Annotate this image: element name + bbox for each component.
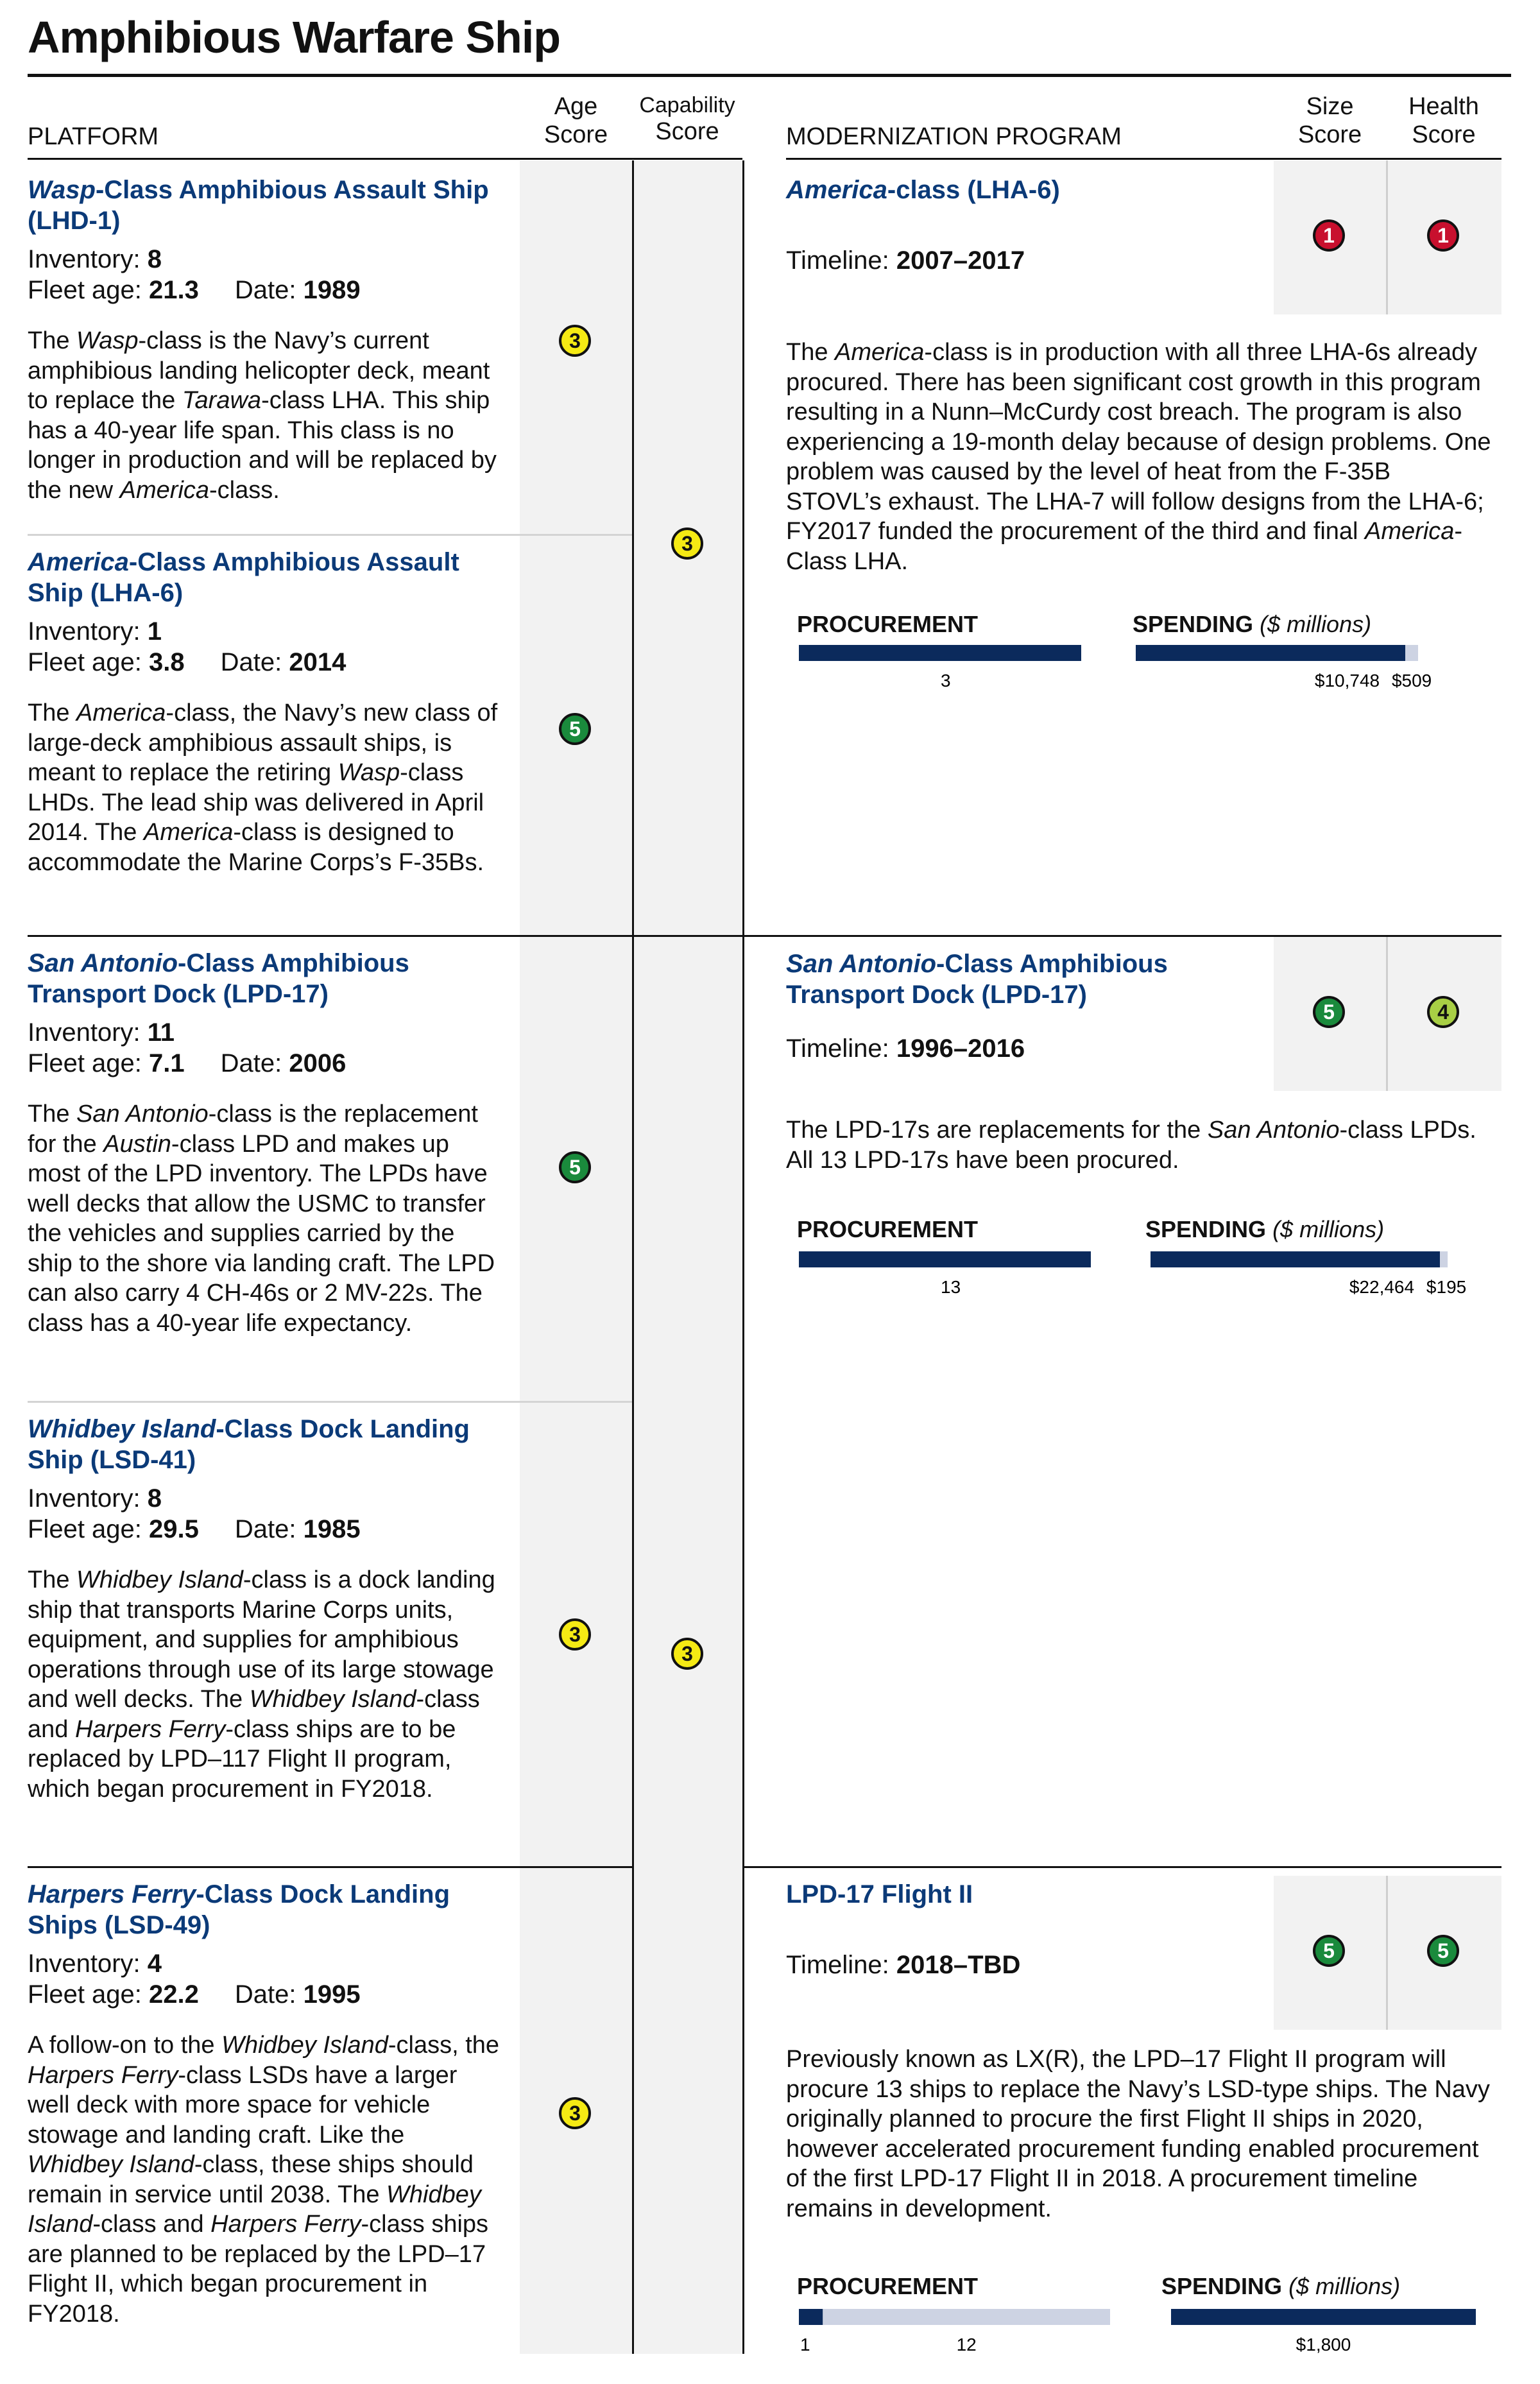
- procurement-bar-procured: [799, 1251, 1091, 1267]
- platform-fleet-age: Fleet age: 3.8 Date: 2014: [28, 648, 346, 676]
- program-description: The America-class is in production with all three LHA-6s already procured. There has been significant cost growth in this program resulting in a Nunn–McCurdy cost breach. The program is also experiencing a 19-month delay because of design problems. One problem was caused by the level of heat from the F-35B STOVL’s exhaust. The LHA-7 will follow designs from the LHA-6; FY2017 funded the procurement of the third and final America-Class LHA.: [786, 339, 1491, 575]
- program-bars: [799, 645, 1453, 696]
- divider-main: [742, 160, 744, 2354]
- spending-bar-spent: [1171, 2309, 1476, 2325]
- platform-wasp: [28, 175, 502, 505]
- spending-bar-to-spend: [1440, 1251, 1448, 1267]
- capability-score-badge: 3: [671, 527, 703, 560]
- procurement-bar-procured: [799, 645, 1081, 661]
- program-bars: [799, 1251, 1479, 1303]
- spending-to-spend-label: $195: [1426, 1277, 1467, 1297]
- platform-description: The San Antonio-class is the replacement for the Austin-class LPD and makes up most of the LPD inventory. The LPDs have well decks that allow the USMC to transfer the vehicles and supplies carried by the ship to the shore via landing craft. The LPD can also carry 4 CH-46s or 2 MV-22s. The class has a 40-year life expectancy.: [28, 1101, 495, 1337]
- platform-america: [28, 547, 502, 877]
- divider-capability-left: [632, 160, 634, 2354]
- platform-harpers-ferry: [28, 1879, 502, 2329]
- header-health-score: Health Score: [1408, 93, 1479, 148]
- platform-inventory: Inventory: 8: [28, 1484, 162, 1513]
- program-title: San Antonio-Class Amphibious Transport Dock (LPD-17): [786, 950, 1168, 1009]
- age-score-badge: 5: [559, 1151, 591, 1183]
- platform-inventory: Inventory: 11: [28, 1018, 175, 1047]
- capability-column-shade: [632, 160, 742, 1876]
- program-bars: [799, 2309, 1492, 2360]
- program-title: America-class (LHA-6): [786, 176, 1060, 204]
- page-title: Amphibious Warfare Ship: [28, 12, 561, 62]
- spending-label: SPENDING ($ millions): [1133, 611, 1372, 637]
- procurement-bar-remaining: [823, 2309, 1110, 2325]
- platform-whidbey-island: [28, 1414, 502, 1804]
- program-timeline: Timeline: 2007–2017: [786, 246, 1025, 275]
- header-rule-left: [28, 158, 742, 160]
- platform-title: San Antonio-Class Amphibious Transport Dock (LPD-17): [28, 949, 409, 1008]
- title-rule: [28, 74, 1511, 77]
- size-score-badge: 5: [1313, 1935, 1345, 1967]
- age-score-badge: 5: [559, 713, 591, 745]
- platform-inventory: Inventory: 8: [28, 245, 162, 273]
- platform-description: A follow-on to the Whidbey Island-class, the Harpers Ferry-class LSDs have a larger well deck with more space for vehicle stowage and landing craft. Like the Whidbey Island-class, these ships should remain in service until 2038. The Whidbey Island-class and Harpers Ferry-class ships are planned to be replaced by the LPD–17 Flight II, which began procurement in FY2018.: [28, 2032, 500, 2328]
- procurement-procured-label: 3: [941, 671, 951, 690]
- procurement-procured-label: 13: [941, 1277, 961, 1297]
- program-timeline: Timeline: 1996–2016: [786, 1034, 1025, 1063]
- program-title: LPD-17 Flight II: [786, 1880, 973, 1908]
- age-score-badge: 3: [559, 325, 591, 357]
- divider-size-health-1: [1386, 160, 1388, 314]
- platform-title: America-Class Amphibious Assault Ship (LHA-6): [28, 548, 459, 607]
- platform-inventory: Inventory: 4: [28, 1950, 162, 1978]
- platform-san-antonio: [28, 948, 502, 1338]
- platform-fleet-age: Fleet age: 7.1 Date: 2006: [28, 1049, 346, 1077]
- procurement-bar-procured: [799, 2309, 823, 2325]
- age-score-badge: 3: [559, 1618, 591, 1651]
- program-america: [786, 175, 1261, 276]
- size-score-badge: 5: [1313, 996, 1345, 1028]
- row-divider-1: [28, 534, 632, 536]
- platform-fleet-age: Fleet age: 29.5 Date: 1985: [28, 1515, 361, 1543]
- spending-bar-to-spend: [1405, 645, 1418, 661]
- health-score-badge: 4: [1427, 996, 1459, 1028]
- platform-fleet-age: Fleet age: 22.2 Date: 1995: [28, 1980, 361, 2009]
- spending-label: SPENDING ($ millions): [1161, 2273, 1401, 2299]
- header-rule-right: [786, 158, 1502, 160]
- health-score-badge: 1: [1427, 219, 1459, 252]
- platform-title: Wasp-Class Amphibious Assault Ship (LHD-1): [28, 176, 489, 235]
- procurement-remaining-label: 12: [956, 2335, 977, 2354]
- spending-to-spend-label: $509: [1391, 671, 1432, 690]
- divider-size-health-2: [1386, 937, 1388, 1091]
- platform-inventory: Inventory: 1: [28, 617, 162, 646]
- platform-description: The Wasp-class is the Navy’s current amphibious landing helicopter deck, meant to replace the Tarawa-class LHA. This ship has a 40-year life span. This class is no longer in production and will be replaced by the new America-class.: [28, 327, 497, 504]
- age-score-badge: 3: [559, 2097, 591, 2129]
- spending-label: SPENDING ($ millions): [1145, 1216, 1385, 1242]
- program-lpd17-flight-ii: [786, 1879, 1261, 1980]
- header-platform: PLATFORM: [28, 123, 159, 150]
- section-divider-1: [28, 935, 1502, 937]
- spending-bar-spent: [1151, 1251, 1440, 1267]
- header-modernization: MODERNIZATION PROGRAM: [786, 123, 1122, 150]
- row-divider-2: [28, 1401, 632, 1403]
- header-age-score: Age Score: [543, 93, 608, 148]
- capability-score-badge: 3: [671, 1638, 703, 1670]
- spending-spent-label: $10,748: [1314, 671, 1380, 690]
- program-timeline: Timeline: 2018–TBD: [786, 1951, 1021, 1979]
- health-score-badge: 5: [1427, 1935, 1459, 1967]
- section-divider-2-left: [28, 1866, 632, 1868]
- spending-spent-label: $1,800: [1296, 2335, 1351, 2354]
- procurement-label: PROCUREMENT: [797, 611, 979, 637]
- spending-spent-label: $22,464: [1349, 1277, 1415, 1297]
- procurement-label: PROCUREMENT: [797, 1216, 979, 1242]
- program-description: The LPD-17s are replacements for the San Antonio-class LPDs. All 13 LPD-17s have been procured.: [786, 1117, 1476, 1174]
- platform-title: Harpers Ferry-Class Dock Landing Ships (LSD-49): [28, 1880, 450, 1939]
- capability-column-shade-3: [632, 1876, 742, 2354]
- program-san-antonio: [786, 948, 1261, 1064]
- spending-bar-spent: [1136, 645, 1405, 661]
- platform-title: Whidbey Island-Class Dock Landing Ship (LSD-41): [28, 1415, 470, 1474]
- header-size-score: Size Score: [1297, 93, 1362, 148]
- header-capability-score: Capability Score: [639, 93, 735, 146]
- platform-description: The Whidbey Island-class is a dock landing ship that transports Marine Corps units, equipment, and supplies for amphibious operations through use of its large stowage and well decks. The Whidbey Island-class and Harpers Ferry-class ships are to be replaced by LPD–117 Flight II program, which began procurement in FY2018.: [28, 1566, 495, 1803]
- section-divider-2-right: [742, 1866, 1502, 1868]
- size-score-badge: 1: [1313, 219, 1345, 252]
- program-description: Previously known as LX(R), the LPD–17 Flight II program will procure 13 ships to replace the Navy’s LSD-type ships. The Navy originally planned to procure the first Flight II ships in 2020, however accelerated procurement funding enabled procurement of the first LPD-17 Flight II in 2018. A procurement timeline remains in development.: [786, 2046, 1490, 2222]
- platform-description: The America-class, the Navy’s new class of large-deck amphibious assault ships, is meant to replace the retiring Wasp-class LHDs. The lead ship was delivered in April 2014. The America-class is designed to accommodate the Marine Corps’s F-35Bs.: [28, 699, 498, 876]
- procurement-label: PROCUREMENT: [797, 2273, 979, 2299]
- procurement-procured-label: 1: [800, 2335, 810, 2354]
- divider-size-health-3: [1386, 1876, 1388, 2030]
- platform-fleet-age: Fleet age: 21.3 Date: 1989: [28, 276, 361, 304]
